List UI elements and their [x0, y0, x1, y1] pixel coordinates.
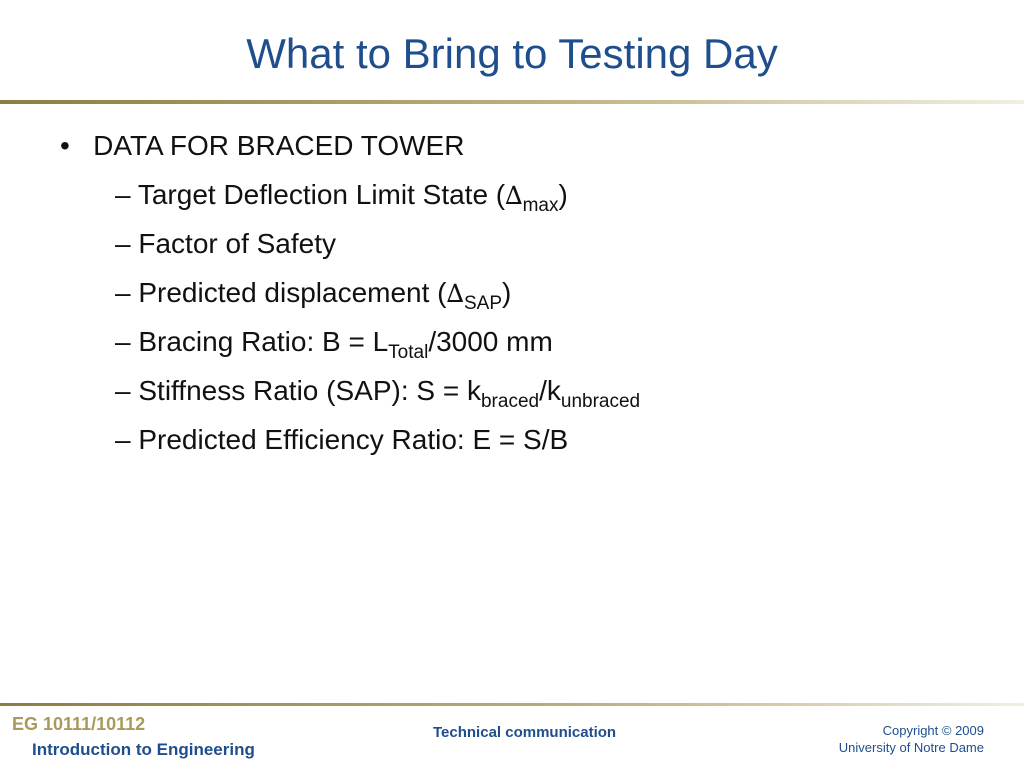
subscript: Total	[388, 342, 429, 363]
sub-item-target-deflection	[115, 178, 568, 216]
sub-item-text: Stiffness Ratio (SAP): S = k	[138, 375, 481, 406]
footer-section-title: Technical communication	[433, 724, 617, 741]
sub-item-efficiency-ratio	[115, 423, 568, 457]
bullet-text: DATA FOR BRACED TOWER	[93, 130, 465, 161]
sub-item-text: Predicted Efficiency Ratio: E = S/B	[138, 424, 569, 455]
footer-course-title: Introduction to Engineering	[32, 740, 255, 759]
subscript: SAP	[463, 293, 503, 314]
sub-item-predicted-displacement	[115, 276, 512, 314]
dash-marker: –	[115, 326, 131, 357]
sub-item-stiffness-ratio	[115, 374, 641, 412]
sub-item-text-mid: /k	[539, 375, 561, 406]
title-divider	[0, 100, 1024, 104]
slide-title: What to Bring to Testing Day	[246, 30, 778, 77]
footer-divider	[0, 703, 1024, 706]
bullet-item	[60, 129, 464, 163]
bullet-marker: •	[60, 130, 70, 161]
dash-marker: –	[115, 179, 131, 210]
sub-item-bracing-ratio	[115, 325, 553, 363]
sub-item-text: Factor of Safety	[138, 228, 336, 259]
footer-institution: University of Notre Dame	[838, 740, 984, 755]
footer-course-code: EG 10111/10112	[12, 714, 146, 734]
sub-item-factor-of-safety	[115, 227, 336, 261]
delta-symbol: ∆	[505, 181, 523, 210]
dash-marker: –	[115, 375, 131, 406]
subscript: max	[522, 195, 559, 216]
delta-symbol: ∆	[446, 279, 464, 308]
sub-item-text: Target Deflection Limit State (	[137, 179, 506, 210]
subscript: unbraced	[560, 391, 641, 412]
dash-marker: –	[115, 277, 131, 308]
subscript: braced	[480, 391, 540, 412]
sub-item-text-end: /3000 mm	[428, 326, 553, 357]
sub-item-text: Bracing Ratio: B = L	[138, 326, 389, 357]
dash-marker: –	[115, 228, 131, 259]
dash-marker: –	[115, 424, 131, 455]
sub-item-text-end: )	[502, 277, 512, 308]
sub-item-text: Predicted displacement (	[138, 277, 447, 308]
sub-item-text-end: )	[558, 179, 568, 210]
footer-copyright: Copyright © 2009	[882, 723, 984, 738]
